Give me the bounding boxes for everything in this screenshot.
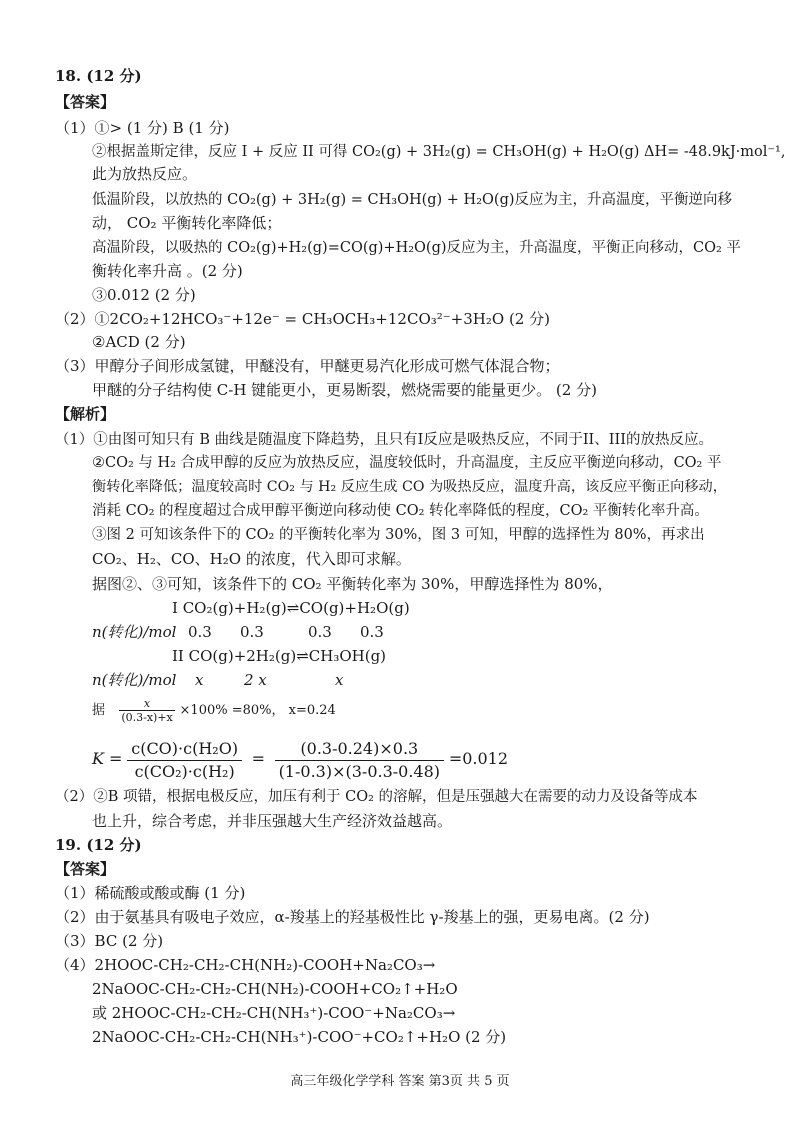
conversion-label-1: n(转化)/mol	[92, 623, 177, 641]
reaction-2-value: x	[335, 671, 344, 689]
q18-answer-1-5: ③0.012 (2 分)	[92, 286, 196, 304]
q18-analysis-1-2b: 衡转化率降低；温度较高时 CO₂ 与 H₂ 反应生成 CO 为吸热反应，温度升高，该反应平衡正向移动，	[92, 479, 727, 495]
q18-answer-heading: 【答案】	[55, 93, 116, 111]
reaction-1-value: 0.3	[360, 623, 384, 641]
selectivity-numerator: x	[119, 697, 174, 711]
q19-answer-4-3: 或 2HOOC-CH₂-CH₂-CH(NH₃⁺)-COO⁻+Na₂CO₃→	[92, 1004, 456, 1022]
k-result: =0.012	[448, 749, 509, 768]
k-fraction	[127, 738, 242, 783]
q18-answer-3-1: （3）甲醇分子间形成氢键，甲醚没有，甲醚更易汽化形成可燃气体混合物；	[55, 357, 560, 375]
k-equals: =	[251, 749, 266, 768]
q18-analysis-1-4: 据图②、③可知，该条件下的 CO₂ 平衡转化率为 30%，甲醇选择性为 80%，	[92, 575, 613, 593]
reaction-1-value: 0.3	[240, 623, 264, 641]
q18-answer-1-4b: 衡转化率升高 。(2 分)	[92, 262, 243, 280]
q18-title: 18. (12 分)	[55, 67, 142, 85]
q19-title: 19. (12 分)	[55, 836, 142, 854]
reaction-2-value: 2 x	[244, 671, 267, 689]
q18-analysis-1-3a: ③图 2 可知该条件下的 CO₂ 的平衡转化率为 30%，图 3 可知，甲醇的选择性为 80%，再求出	[92, 527, 705, 543]
selectivity-equation	[92, 694, 336, 726]
q18-analysis-1-2a: ②CO₂ 与 H₂ 合成甲醇的反应为放热反应，温度较低时，升高温度，主反应平衡逆向移动，CO₂ 平	[92, 455, 722, 471]
q19-answer-1: （1）稀硫酸或酸或酶 (1 分)	[55, 884, 246, 902]
k-denominator: c(CO₂)·c(H₂)	[134, 761, 235, 781]
k-numerator: c(CO)·c(H₂O)	[127, 738, 242, 761]
q18-analysis-1-3b: CO₂、H₂、CO、H₂O 的浓度，代入即可求解。	[92, 550, 411, 568]
q19-answer-heading: 【答案】	[55, 860, 116, 878]
conversion-label-2: n(转化)/mol	[92, 671, 177, 689]
reaction-2-equation: II CO(g)+2H₂(g)⇌CH₃OH(g)	[172, 647, 387, 665]
page-footer: 高三年级化学学科 答案 第3页 共 5 页	[290, 1074, 510, 1089]
selectivity-denominator: (0.3-x)+x	[121, 710, 173, 724]
q18-answer-1-1: （1）①> (1 分) B (1 分)	[55, 119, 230, 137]
q18-analysis-2-1a: （2）②B 项错，根据电极反应，加压有利于 CO₂ 的溶解，但是压强越大在需要的动力及设备等成本	[55, 789, 698, 805]
reaction-1-value: 0.3	[308, 623, 332, 641]
equilibrium-constant-equation	[92, 736, 508, 783]
q18-answer-2-1: （2）①2CO₂+12HCO₃⁻+12e⁻ = CH₃OCH₃+12CO₃²⁻+3H₂O (2 分)	[55, 310, 550, 328]
q19-answer-4-2: 2NaOOC-CH₂-CH₂-CH(NH₂)-COOH+CO₂↑+H₂O	[92, 980, 458, 998]
k-value-denominator: (1-0.3)×(3-0.3-0.48)	[278, 761, 441, 781]
k-value-numerator: (0.3-0.24)×0.3	[275, 738, 444, 761]
q18-analysis-heading: 【解析】	[55, 405, 116, 423]
selectivity-fraction	[119, 697, 174, 724]
q19-answer-4-4: 2NaOOC-CH₂-CH₂-CH(NH₃⁺)-COO⁻+CO₂↑+H₂O (2 分)	[92, 1028, 507, 1046]
q18-answer-3-2: 甲醚的分子结构使 C-H 键能更小，更易断裂，燃烧需要的能量更少。 (2 分)	[92, 381, 597, 399]
q19-answer-2: （2）由于氨基具有吸电子效应，α-羧基上的羟基极性比 γ-羧基上的强，更易电离。(2 分)	[55, 908, 650, 926]
reaction-2-value: x	[195, 671, 204, 689]
q18-answer-1-3b: 动， CO₂ 平衡转化率降低；	[92, 214, 282, 232]
q18-answer-1-2a: ②根据盖斯定律，反应 I + 反应 II 可得 CO₂(g) + 3H₂(g) = CH₃OH(g) + H₂O(g) ΔH= -48.9kJ·mol⁻¹,	[92, 144, 786, 160]
selectivity-prefix: 据	[92, 703, 106, 718]
q18-answer-1-3a: 低温阶段，以放热的 CO₂(g) + 3H₂(g) = CH₃OH(g) + H₂O(g)反应为主，升高温度，平衡逆向移	[92, 192, 733, 208]
q18-answer-1-4a: 高温阶段，以吸热的 CO₂(g)+H₂(g)=CO(g)+H₂O(g)反应为主，升高温度，平衡正向移动，CO₂ 平	[92, 240, 741, 256]
q18-analysis-2-1b: 也上升，综合考虑，并非压强越大生产经济效益越高。	[92, 812, 453, 830]
q19-answer-3: （3）BC (2 分)	[55, 932, 164, 950]
k-value-fraction	[275, 738, 444, 783]
selectivity-result: ×100% =80%， x=0.24	[179, 703, 336, 718]
reaction-1-value: 0.3	[188, 623, 212, 641]
reaction-1-equation: I CO₂(g)+H₂(g)⇌CO(g)+H₂O(g)	[172, 599, 410, 617]
q19-answer-4-1: （4）2HOOC-CH₂-CH₂-CH(NH₂)-COOH+Na₂CO₃→	[55, 956, 436, 974]
q18-analysis-1-2c: 消耗 CO₂ 的程度超过合成甲醇平衡逆向移动使 CO₂ 转化率降低的程度，CO₂ 平衡转化率升高。	[92, 503, 709, 519]
q18-answer-2-2: ②ACD (2 分)	[92, 333, 186, 351]
q18-analysis-1-1: （1）①由图可知只有 B 曲线是随温度下降趋势，且只有I反应是吸热反应，不同于II、III的放热反应。	[55, 432, 713, 448]
k-label: K =	[92, 749, 123, 768]
q18-answer-1-2b: 此为放热反应。	[92, 165, 198, 183]
